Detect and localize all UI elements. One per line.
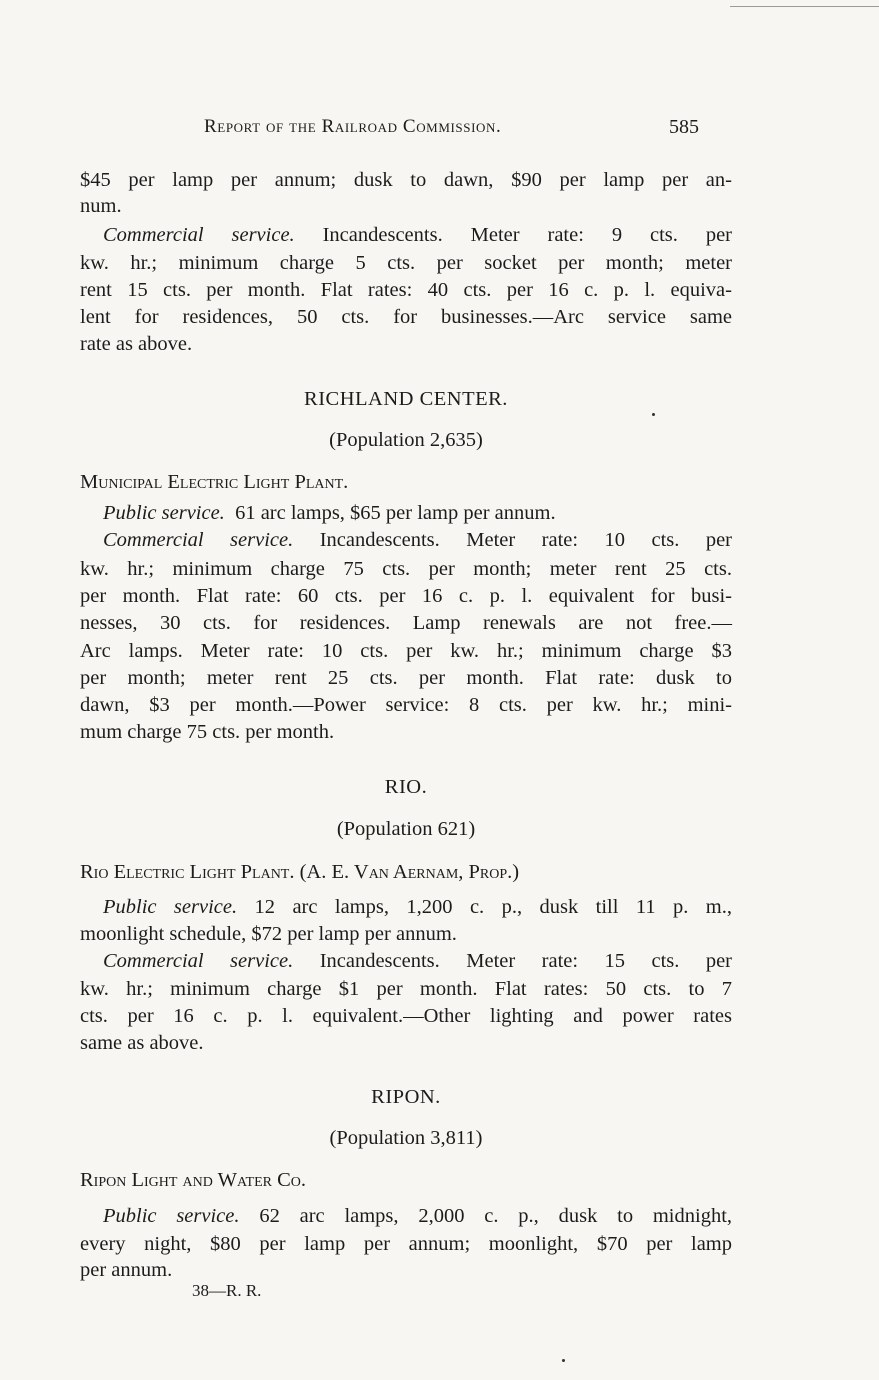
public-service-line: Public service. 12 arc lamps, 1,200 c. p., dusk till 11 p. m., <box>103 896 732 918</box>
paragraph-line: Arc lamps. Meter rate: 10 cts. per kw. hr.; minimum charge $3 <box>80 640 732 662</box>
paragraph-line: mum charge 75 cts. per month. <box>80 721 335 743</box>
plant-name: Ripon Light and Water Co. <box>80 1169 307 1191</box>
commercial-service-line: Commercial service. Incandescents. Meter rate: 15 cts. per <box>103 950 732 972</box>
paragraph-line: per month. Flat rate: 60 cts. per 16 c. p. l. equivalent for busi- <box>80 585 732 607</box>
paragraph-line: per month; meter rent 25 cts. per month. Flat rate: dusk to <box>80 667 732 689</box>
paragraph-line: nesses, 30 cts. for residences. Lamp renewals are not free.— <box>80 612 732 634</box>
commercial-service-label: Commercial service. <box>103 950 294 972</box>
paragraph-line: kw. hr.; minimum charge 5 cts. per socket per month; meter <box>80 252 732 274</box>
population-ripon: (Population 3,811) <box>329 1127 483 1149</box>
paragraph-line: every night, $80 per lamp per annum; moonlight, $70 per lamp <box>80 1233 732 1255</box>
public-service-line: Public service. 62 arc lamps, 2,000 c. p., dusk to midnight, <box>103 1205 733 1227</box>
paragraph-line: $45 per lamp per annum; dusk to dawn, $90 per lamp per an- <box>80 169 732 191</box>
commercial-service-line: Commercial service. Incandescents. Meter rate: 9 cts. per <box>103 224 732 246</box>
section-heading-ripon: RIPON. <box>371 1086 441 1108</box>
population-rio: (Population 621) <box>336 818 476 840</box>
paragraph-line: kw. hr.; minimum charge 75 cts. per month; meter rent 25 cts. <box>80 558 732 580</box>
paragraph-line: rent 15 cts. per month. Flat rates: 40 cts. per 16 c. p. l. equiva- <box>80 279 732 301</box>
commercial-service-label: Commercial service. <box>103 224 295 246</box>
commercial-service-line: Commercial service. Incandescents. Meter rate: 10 cts. per <box>103 529 732 551</box>
section-heading-richland-center: RICHLAND CENTER. <box>304 388 508 410</box>
print-speck <box>562 1359 565 1362</box>
paragraph-line: cts. per 16 c. p. l. equivalent.—Other lighting and power rates <box>80 1005 732 1027</box>
paragraph-line: moonlight schedule, $72 per lamp per annum. <box>80 923 457 945</box>
plant-name: Municipal Electric Light Plant. <box>80 471 349 493</box>
paragraph-line: kw. hr.; minimum charge $1 per month. Flat rates: 50 cts. to 7 <box>80 978 732 1000</box>
section-heading-rio: RIO. <box>384 776 428 798</box>
public-service-label: Public service. <box>103 502 225 524</box>
public-service-label: Public service. <box>103 1205 240 1227</box>
paragraph-line: same as above. <box>80 1032 204 1054</box>
paragraph-line: lent for residences, 50 cts. for businesses.—Arc service same <box>80 306 732 328</box>
public-service-line: Public service. 61 arc lamps, $65 per lamp per annum. <box>103 502 556 524</box>
population-richland-center: (Population 2,635) <box>329 429 483 451</box>
plant-name: Rio Electric Light Plant. (A. E. Van Aernam, Prop.) <box>80 861 520 883</box>
paragraph-line: per annum. <box>80 1259 173 1281</box>
running-header-title: Report of the Railroad Commission. <box>204 116 502 137</box>
public-service-label: Public service. <box>103 896 238 918</box>
signature-mark: 38—R. R. <box>192 1281 262 1300</box>
top-edge-rule <box>730 6 879 7</box>
commercial-service-label: Commercial service. <box>103 529 294 551</box>
paragraph-line: num. <box>80 195 122 217</box>
print-speck <box>652 413 655 416</box>
paragraph-line: dawn, $3 per month.—Power service: 8 cts. per kw. hr.; mini- <box>80 694 732 716</box>
page-number: 585 <box>669 116 699 138</box>
paragraph-line: rate as above. <box>80 333 193 355</box>
